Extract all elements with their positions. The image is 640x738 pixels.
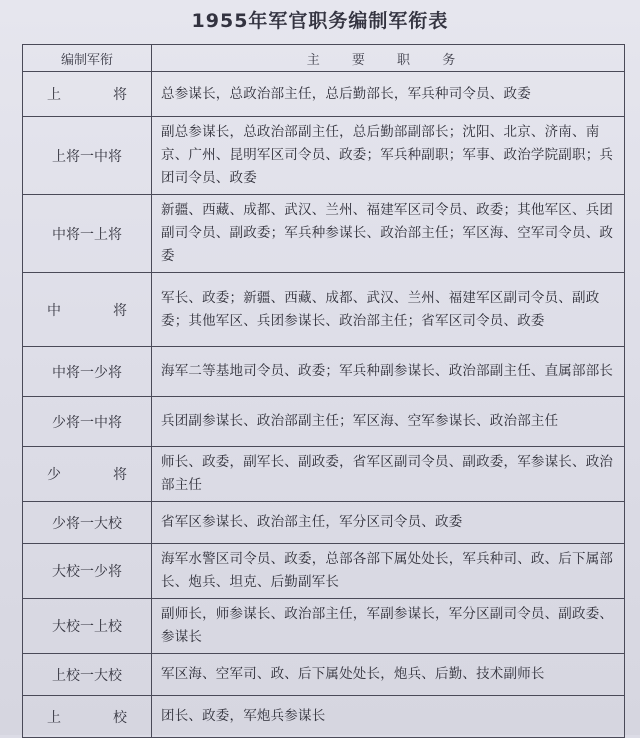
duty-cell: 总参谋长，总政治部主任，总后勤部长，军兵种司令员、政委	[152, 72, 625, 117]
table-row	[23, 273, 625, 347]
rank-cell: 少将一中将	[23, 397, 152, 447]
duty-cell: 团长、政委，军炮兵参谋长	[152, 696, 625, 738]
duty-cell: 军长、政委；新疆、西藏、成都、武汉、兰州、福建军区副司令员、副政委；其他军区、兵团参谋长、政治部主任；省军区司令员、政委	[152, 273, 625, 347]
table-header-row	[23, 45, 625, 72]
duty-cell: 军区海、空军司、政、后下属处处长，炮兵、后勤、技术副师长	[152, 654, 625, 696]
document-title: 1955年军官职务编制军衔表	[191, 10, 449, 32]
rank-cell: 大校一少将	[23, 544, 152, 599]
table-row	[23, 117, 625, 195]
table-row	[23, 654, 625, 696]
duty-cell: 新疆、西藏、成都、武汉、兰州、福建军区司令员、政委；其他军区、兵团副司令员、副政委；军兵种参谋长、政治部主任；军区海、空军司令员、政委	[152, 195, 625, 273]
table-row	[23, 347, 625, 397]
rank-cell: 少 将	[23, 447, 152, 502]
table-row	[23, 195, 625, 273]
rank-cell: 中将一上将	[23, 195, 152, 273]
duty-cell: 师长、政委，副军长、副政委，省军区副司令员、副政委，军参谋长、政治部主任	[152, 447, 625, 502]
rank-cell: 上 校	[23, 696, 152, 738]
duty-cell: 副总参谋长，总政治部副主任，总后勤部副部长；沈阳、北京、济南、南京、广州、昆明军区司令员、政委；军兵种副职；军事、政治学院副职；兵团司令员、政委	[152, 117, 625, 195]
rank-cell: 少将一大校	[23, 502, 152, 544]
header-duties: 主 要 职 务	[152, 45, 625, 72]
rank-cell: 上校一大校	[23, 654, 152, 696]
rank-cell: 上将一中将	[23, 117, 152, 195]
duty-cell: 副师长，师参谋长、政治部主任，军副参谋长，军分区副司令员、副政委、参谋长	[152, 599, 625, 654]
rank-cell: 大校一上校	[23, 599, 152, 654]
table-row	[23, 447, 625, 502]
duty-cell: 省军区参谋长、政治部主任，军分区司令员、政委	[152, 502, 625, 544]
table-row	[23, 72, 625, 117]
rank-cell: 中 将	[23, 273, 152, 347]
table-row	[23, 599, 625, 654]
duty-cell: 海军二等基地司令员、政委；军兵种副参谋长、政治部副主任、直属部部长	[152, 347, 625, 397]
rank-cell: 中将一少将	[23, 347, 152, 397]
table-row	[23, 397, 625, 447]
header-rank: 编制军衔	[23, 45, 152, 72]
duty-cell: 海军水警区司令员、政委，总部各部下属处处长，军兵种司、政、后下属部长、炮兵、坦克、后勤副军长	[152, 544, 625, 599]
rank-cell: 上 将	[23, 72, 152, 117]
rank-duty-table	[22, 44, 625, 738]
table-row	[23, 544, 625, 599]
table-row	[23, 502, 625, 544]
duty-cell: 兵团副参谋长、政治部副主任；军区海、空军参谋长、政治部主任	[152, 397, 625, 447]
table-row	[23, 696, 625, 738]
